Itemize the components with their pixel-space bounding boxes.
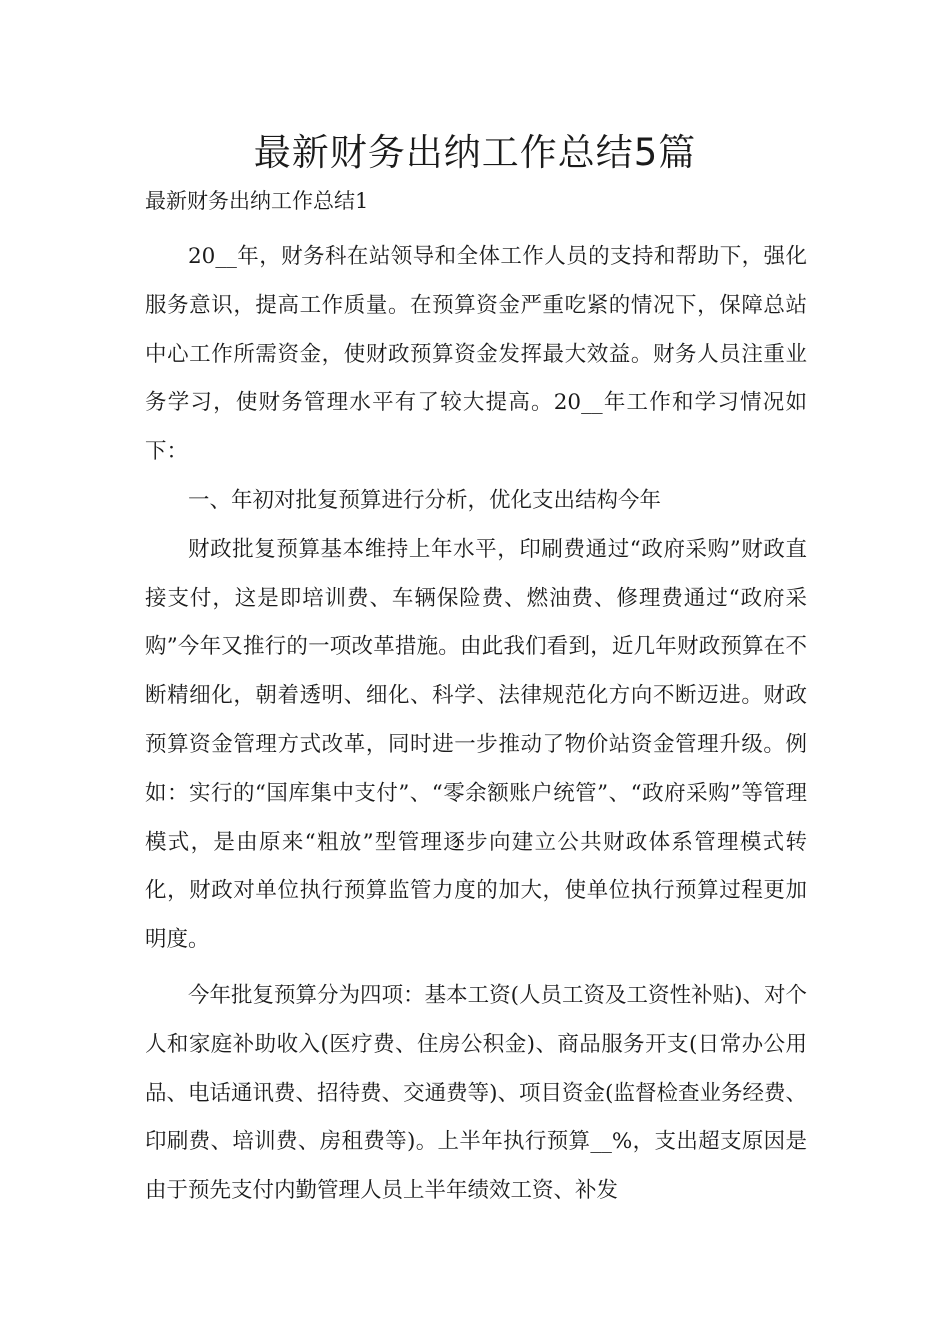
paragraph-intro: 20__年，财务科在站领导和全体工作人员的支持和帮助下，强化服务意识，提高工作质量。在预算资金严重吃紧的情况下，保障总站中心工作所需资金，使财政预算资金发挥最大效益。财务人员注重业务学习，使财务管理水平有了较大提高。20__年工作和学习情况如下： (145, 244, 807, 465)
paragraph-section-one: 一、年初对批复预算进行分析，优化支出结构今年 (188, 487, 662, 513)
paragraph-budget-items: 今年批复预算分为四项：基本工资(人员工资及工资性补贴)、对个人和家庭补助收入(医疗费、住房公积金)、商品服务开支(日常办公用品、电话通讯费、招待费、交通费等)、项目资金(监督检查业务经费、印刷费、培训费、房租费等)。上半年执行预算__%，支出超支原因是由于预先支付内勤管理人员上半年绩效工资、补发 (145, 982, 807, 1204)
paragraph-budget-analysis: 财政批复预算基本维持上年水平，印刷费通过“政府采购”财政直接支付，这是即培训费、车辆保险费、燃油费、修理费通过“政府采购”今年又推行的一项改革措施。由此我们看到，近几年财政预算在不断精细化，朝着透明、细化、科学、法律规范化方向不断迈进。财政预算资金管理方式改革，同时进一步推动了物价站资金管理升级。例如：实行的“国库集中支付”、“零余额账户统管”、“政府采购”等管理模式，是由原来“粗放”型管理逐步向建立公共财政体系管理模式转化，财政对单位执行预算监管力度的加大，使单位执行预算过程更加明度。 (145, 536, 807, 953)
document-title: 最新财务出纳工作总结5篇 (253, 131, 697, 174)
section-heading: 最新财务出纳工作总结1 (145, 189, 369, 213)
document-body (145, 233, 807, 1216)
